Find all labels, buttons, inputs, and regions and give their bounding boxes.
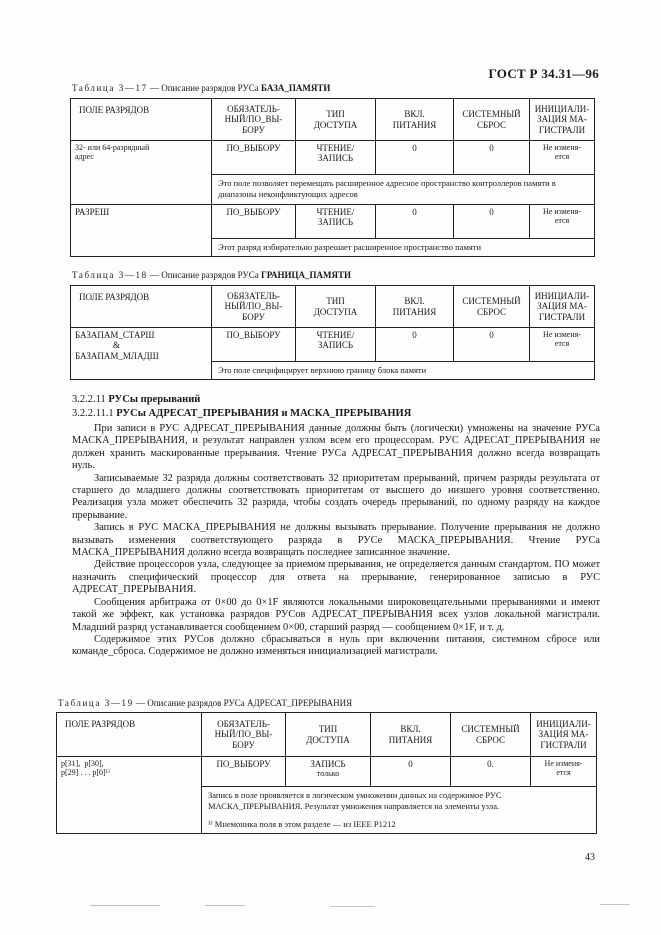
caption-register: БАЗА_ПАМЯТИ — [260, 83, 331, 93]
col-header-access: ТИП ДОСТУПА — [296, 99, 376, 141]
table-18-caption — [72, 270, 351, 280]
scan-artifact-line — [205, 905, 245, 906]
caption-register: АДРЕСАТ_ПРЕРЫВАНИЯ — [246, 698, 353, 708]
table-19 — [56, 712, 597, 834]
table-row — [71, 328, 595, 362]
caption-label: Таблица 3—19 — [58, 698, 134, 708]
col-header-reset: СИСТЕМНЫЙ СБРОС — [454, 286, 530, 328]
table-header-row — [71, 99, 595, 141]
cell-obligation: ПО_ВЫБОРУ — [212, 204, 296, 238]
col-header-power: ВКЛ. ПИТАНИЯ — [376, 286, 454, 328]
table-17-caption — [72, 83, 330, 93]
col-header-power: ВКЛ. ПИТАНИЯ — [376, 99, 454, 141]
col-header-obligation: ОБЯЗАТЕЛЬ- НЫЙ/ПО_ВЫ- БОРУ — [212, 286, 296, 328]
table-row — [71, 141, 595, 175]
table-row — [57, 757, 597, 787]
cell-access: ЧТЕНИЕ/ ЗАПИСЬ — [296, 141, 376, 175]
caption-register: ГРАНИЦА_ПАМЯТИ — [260, 270, 352, 280]
paragraph: Сообщения арбитража от 0×00 до 0×1F являются локальными широковещательными прерываниями и имеют такой же эффект, как установка разрядов РУСов АДРЕСАТ_ПРЕРЫВАНИЯ всех узлов локальной магистрали. Младший разряд устанавливается сообщением 0×00, старший разряд — сообщением 0×1F, и т. д. — [72, 596, 600, 633]
cell-access: ЧТЕНИЕ/ ЗАПИСЬ — [296, 204, 376, 238]
col-header-init: ИНИЦИАЛИ- ЗАЦИЯ МА- ГИСТРАЛИ — [531, 713, 597, 757]
cell-access: ЗАПИСЬ только — [286, 757, 371, 787]
col-header-obligation: ОБЯЗАТЕЛЬ- НЫЙ/ПО_ВЫ- БОРУ — [202, 713, 286, 757]
col-header-init: ИНИЦИАЛИ- ЗАЦИЯ МА- ГИСТРАЛИ — [530, 99, 595, 141]
body-text — [72, 423, 600, 659]
cell-access: ЧТЕНИЕ/ ЗАПИСЬ — [296, 328, 376, 362]
cell-init: Не изменя- ется — [530, 141, 595, 175]
cell-obligation: ПО_ВЫБОРУ — [212, 328, 296, 362]
paragraph: Действие процессоров узла, следующее за приемом прерывания, не определяется данным стандартом. ПО может назначить специфический процессор для ответа на прерывание, генерированное записью в РУС АДРЕСАТ_ПРЕРЫВАНИЯ. — [72, 559, 600, 596]
col-header-access: ТИП ДОСТУПА — [296, 286, 376, 328]
section-heading-1 — [72, 394, 200, 405]
cell-note: Это поле специфицирует верхнюю границу блока памяти — [212, 362, 595, 380]
cell-power: 0 — [376, 204, 454, 238]
cell-power: 0 — [376, 328, 454, 362]
cell-field: p[31], p[30], p[29] . . . p[0]¹⁾ — [57, 757, 202, 834]
paragraph: Запись в РУС МАСКА_ПРЕРЫВАНИЯ не должны вызывать прерывание. Получение прерывания не должно вызывать изменения соответствующего разряда в РУСе МАСКА_ПРЕРЫВАНИЯ. Чтение РУСа МАСКА_ПРЕРЫВАНИЯ должно всегда возвращать последнее записанное значение. — [72, 522, 600, 559]
col-header-init: ИНИЦИАЛИ- ЗАЦИЯ МА- ГИСТРАЛИ — [530, 286, 595, 328]
table-row — [71, 204, 595, 238]
table-header-row — [57, 713, 597, 757]
scan-artifact-line — [330, 906, 375, 907]
col-header-field: ПОЛЕ РАЗРЯДОВ — [57, 713, 202, 757]
col-header-reset: СИСТЕМНЫЙ СБРОС — [451, 713, 531, 757]
cell-reset: 0. — [451, 757, 531, 787]
caption-label: Таблица 3—17 — [72, 83, 148, 93]
caption-text: — Описание разрядов РУСа — [147, 83, 261, 93]
caption-text: — Описание разрядов РУСа — [147, 270, 261, 280]
cell-field: РАЗРЕШ — [71, 204, 212, 256]
caption-text: — Описание разрядов РУСа — [133, 698, 247, 708]
cell-reset: 0 — [454, 141, 530, 175]
cell-field: БАЗАПАМ_СТАРШ & БАЗАПАМ_МЛАДШ — [71, 328, 212, 380]
table-header-row — [71, 286, 595, 328]
cell-reset: 0 — [454, 328, 530, 362]
cell-init: Не изменя- ется — [531, 757, 597, 787]
cell-footnote: ¹⁾ Мнемоника поля в этом разделе — из IEEE P1212 — [202, 816, 597, 834]
scan-artifact-line — [90, 905, 160, 906]
page-number: 43 — [585, 852, 595, 863]
col-header-power: ВКЛ. ПИТАНИЯ — [371, 713, 451, 757]
scan-artifact-line — [600, 904, 630, 905]
paragraph: Содержимое этих РУСов должно сбрасываться в нуль при включении питания, системном сбросе или команде_сброса. Содержимое не должно изменяться инициализацией магистрали. — [72, 633, 600, 658]
col-header-field: ПОЛЕ РАЗРЯДОВ — [71, 286, 212, 328]
cell-init: Не изменя- ется — [530, 328, 595, 362]
cell-note: Этот разряд избирательно разрешает расширенное пространство памяти — [212, 238, 595, 256]
cell-obligation: ПО_ВЫБОРУ — [212, 141, 296, 175]
section-number: 3.2.2.11 — [72, 394, 106, 405]
paragraph: При записи в РУС АДРЕСАТ_ПРЕРЫВАНИЯ данные должны быть (логически) умножены на значение РУСа МАСКА_ПРЕРЫВАНИЯ, и результат направлен узлом всем его процессорам. РУС АДРЕСАТ_ПРЕРЫВАНИЯ не должен хранить маскированные прерывания. Чтение РУСа АДРЕСАТ_ПРЕРЫВАНИЯ должно всегда возвращать нуль. — [72, 423, 600, 472]
cell-power: 0 — [376, 141, 454, 175]
cell-field: 32- или 64-разрядный адрес — [71, 141, 212, 205]
cell-obligation: ПО_ВЫБОРУ — [202, 757, 286, 787]
document-header: ГОСТ Р 34.31—96 — [488, 66, 599, 81]
col-header-reset: СИСТЕМНЫЙ СБРОС — [454, 99, 530, 141]
table-18 — [70, 285, 595, 380]
section-title: РУСы прерываний — [108, 394, 201, 405]
cell-init: Не изменя- ется — [530, 204, 595, 238]
col-header-field: ПОЛЕ РАЗРЯДОВ — [71, 99, 212, 141]
section-heading-2 — [72, 408, 411, 419]
cell-reset: 0 — [454, 204, 530, 238]
section-number: 3.2.2.11.1 — [72, 408, 114, 419]
cell-note: Это поле позволяет перемещать расширенное адресное пространство контроллеров памяти в диапазоны неконфликтующих адресов — [212, 175, 595, 205]
col-header-access: ТИП ДОСТУПА — [286, 713, 371, 757]
col-header-obligation: ОБЯЗАТЕЛЬ- НЫЙ/ПО_ВЫ- БОРУ — [212, 99, 296, 141]
paragraph: Записываемые 32 разряда должны соответствовать 32 приоритетам прерываний, причем разряды результата от старшего до младшего должны соответствовать приоритетам от высшего до низшего уровня соответственно. Реализация узла может обеспечить 32 разряда, чтобы создать очередь прерываний, по одному разряду на каждое прерывание. — [72, 472, 600, 521]
table-19-caption — [58, 698, 352, 708]
cell-note: Запись в поле проявляется в логическом умножении данных на содержимое РУС МАСКА_ПРЕРЫВАНИЯ. Результат умножения направляется на элементы узла. — [202, 787, 597, 816]
cell-power: 0 — [371, 757, 451, 787]
section-title: РУСы АДРЕСАТ_ПРЕРЫВАНИЯ и МАСКА_ПРЕРЫВАНИЯ — [116, 408, 412, 419]
table-17 — [70, 98, 595, 257]
caption-label: Таблица 3—18 — [72, 270, 148, 280]
